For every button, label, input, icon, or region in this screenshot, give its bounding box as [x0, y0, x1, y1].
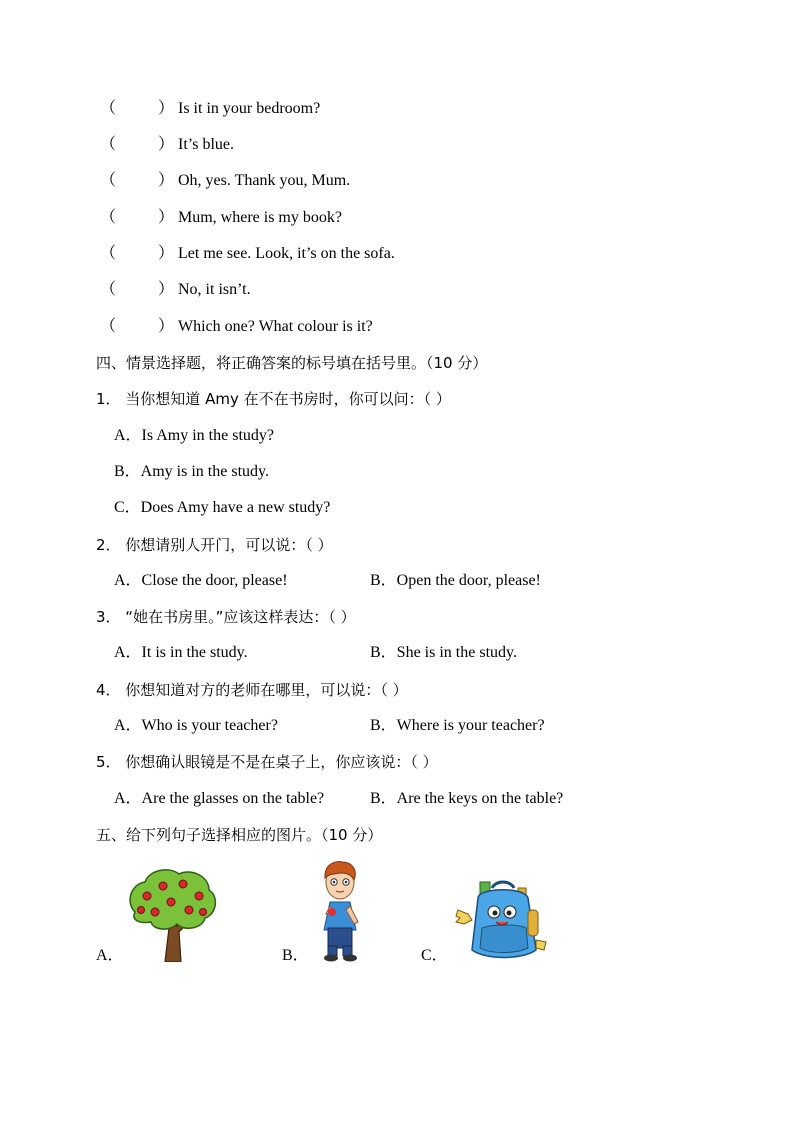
- answer-paren-open[interactable]: （: [100, 245, 117, 262]
- question-1-option-c[interactable]: C．Does Amy have a new study?: [114, 499, 331, 516]
- question-2-stem: 2． 你想请别人开门，可以说：（ ）: [96, 536, 333, 554]
- boy-icon[interactable]: [312, 858, 368, 962]
- picture-a-label: A．: [96, 947, 124, 964]
- answer-paren-open[interactable]: （: [100, 100, 117, 117]
- question-2-option-b[interactable]: B．Open the door, please!: [370, 572, 541, 589]
- ordering-sentence: Mum, where is my book?: [178, 209, 342, 226]
- answer-paren-open[interactable]: （: [100, 136, 117, 153]
- answer-paren-close: ）: [158, 209, 175, 226]
- answer-paren-close: ）: [158, 172, 175, 189]
- question-5-option-b[interactable]: B．Are the keys on the table?: [370, 790, 564, 807]
- ordering-sentence: Which one? What colour is it?: [178, 318, 373, 335]
- question-1-option-a[interactable]: A．Is Amy in the study?: [114, 427, 274, 444]
- answer-paren-open[interactable]: （: [100, 281, 117, 298]
- question-5-stem: 5． 你想确认眼镜是不是在桌子上，你应该说：（ ）: [96, 753, 438, 771]
- answer-paren-close: ）: [158, 281, 175, 298]
- answer-paren-open[interactable]: （: [100, 172, 117, 189]
- ordering-sentence: Let me see. Look, it’s on the sofa.: [178, 245, 395, 262]
- school-bag-icon[interactable]: [452, 880, 552, 960]
- question-4-option-a[interactable]: A．Who is your teacher?: [114, 717, 278, 734]
- answer-paren-open[interactable]: （: [100, 318, 117, 335]
- question-3-option-a[interactable]: A．It is in the study.: [114, 644, 248, 661]
- question-1-stem: 1． 当你想知道 Amy 在不在书房时，你可以问：（ ）: [96, 390, 451, 408]
- answer-paren-close: ）: [158, 136, 175, 153]
- ordering-sentence: No, it isn’t.: [178, 281, 251, 298]
- apple-tree-icon[interactable]: [125, 866, 219, 962]
- ordering-sentence: Oh, yes. Thank you, Mum.: [178, 172, 351, 189]
- question-1-option-b[interactable]: B．Amy is in the study.: [114, 463, 269, 480]
- question-3-option-b[interactable]: B．She is in the study.: [370, 644, 517, 661]
- ordering-sentence: Is it in your bedroom?: [178, 100, 321, 117]
- question-2-option-a[interactable]: A．Close the door, please!: [114, 572, 288, 589]
- section5-title: 五、给下列句子选择相应的图片。（10 分）: [96, 826, 383, 844]
- section4-title: 四、情景选择题，将正确答案的标号填在括号里。（10 分）: [96, 354, 488, 372]
- answer-paren-close: ）: [158, 100, 175, 117]
- answer-paren-close: ）: [158, 318, 175, 335]
- answer-paren-open[interactable]: （: [100, 209, 117, 226]
- question-4-option-b[interactable]: B．Where is your teacher?: [370, 717, 545, 734]
- picture-c-label: C．: [421, 947, 448, 964]
- answer-paren-close: ）: [158, 245, 175, 262]
- ordering-sentence: It’s blue.: [178, 136, 234, 153]
- question-5-option-a[interactable]: A．Are the glasses on the table?: [114, 790, 325, 807]
- question-3-stem: 3． “她在书房里。”应该这样表达：（ ）: [96, 608, 356, 626]
- question-4-stem: 4． 你想知道对方的老师在哪里，可以说：（ ）: [96, 681, 408, 699]
- picture-b-label: B．: [282, 947, 309, 964]
